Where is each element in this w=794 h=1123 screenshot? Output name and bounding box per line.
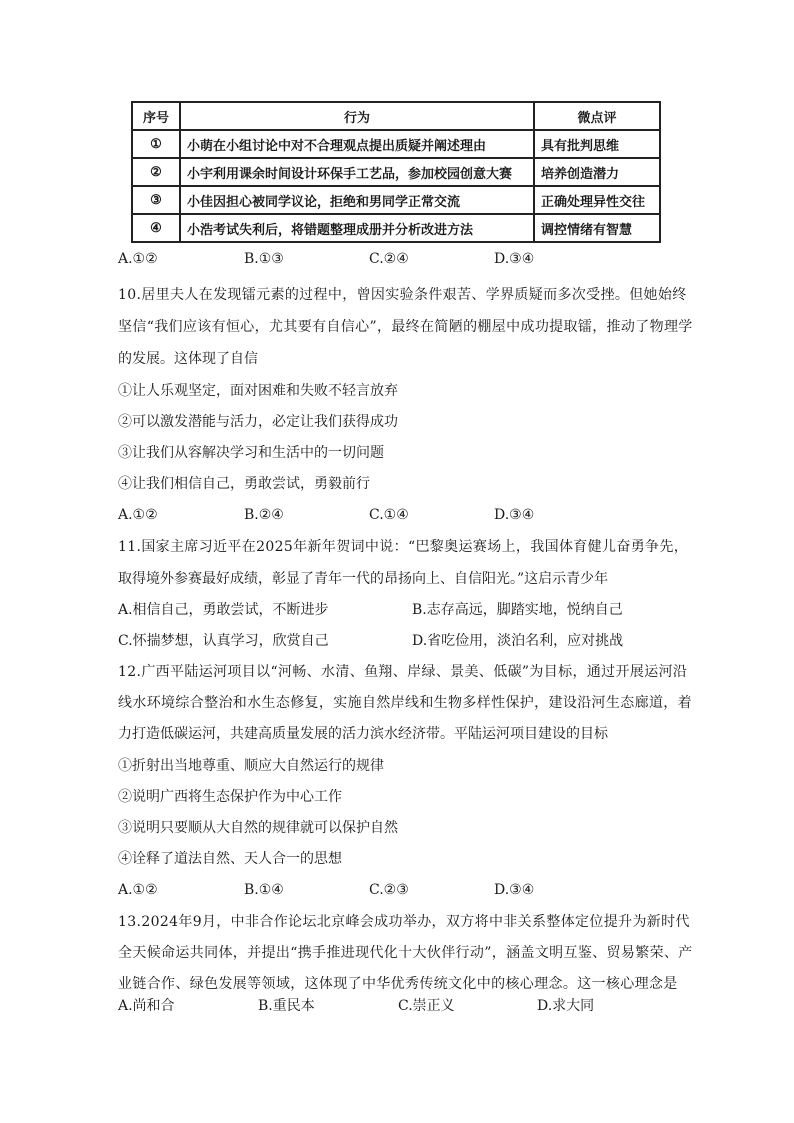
q12-option-a[interactable]: A.①② [118, 882, 158, 898]
q12-option-b[interactable]: B.①④ [244, 882, 284, 898]
q12-statement: ①折射出当地尊重、顺应大自然运行的规律 [118, 758, 384, 774]
q10-option-d[interactable]: D.③④ [494, 507, 535, 523]
q12-statement: ②说明广西将生态保护作为中心工作 [118, 789, 342, 805]
q11-stem-line: 取得境外参赛最好成绩，彰显了青年一代的昂扬向上、自信阳光。”这启示青少年 [118, 571, 609, 587]
q10-option-a[interactable]: A.①② [118, 507, 158, 523]
q11-stem-line: 11.国家主席习近平在2025年新年贺词中说：“巴黎奥运赛场上，我国体育健儿奋勇争先， [118, 539, 689, 555]
q13-option-a[interactable]: A.尚和合 [118, 998, 175, 1014]
q10-statement: ①让人乐观坚定，面对困难和失败不轻言放弃 [118, 383, 398, 399]
q11-option-b[interactable]: B.志存高远，脚踏实地，悦纳自己 [412, 602, 623, 618]
header-comment: 微点评 [534, 102, 660, 130]
table-row [132, 130, 660, 158]
row-comment: 调控情绪有智慧 [534, 214, 660, 242]
q10-stem-line: 坚信“我们应该有恒心，尤其要有自信心”，最终在简陋的棚屋中成功提取镭，推动了物理学 [118, 319, 693, 335]
q12-stem-line: 12.广西平陆运河项目以“河畅、水清、鱼翔、岸绿、景美、低碳”为目标，通过开展运河沿 [118, 664, 688, 680]
row-comment: 具有批判思维 [534, 130, 660, 158]
table-row [132, 158, 660, 186]
q10-option-b[interactable]: B.②④ [244, 507, 284, 523]
table-row [132, 214, 660, 242]
row-comment: 培养创造潜力 [534, 158, 660, 186]
q10-stem-line: 10.居里夫人在发现镭元素的过程中，曾因实验条件艰苦、学界质疑而多次受挫。但她始终 [118, 287, 687, 303]
q12-stem-line: 线水环境综合整治和水生态修复，实施自然岸线和生物多样性保护，建设沿河生态廊道，着 [118, 695, 692, 711]
q11-option-d[interactable]: D.省吃俭用，淡泊名利，应对挑战 [412, 633, 624, 649]
row-number: ④ [132, 214, 180, 242]
q12-option-c[interactable]: C.②③ [369, 882, 409, 898]
row-number: ② [132, 158, 180, 186]
q12-statement: ③说明只要顺从大自然的规律就可以保护自然 [118, 820, 398, 836]
row-action: 小宇利用课余时间设计环保手工艺品，参加校园创意大赛 [180, 158, 534, 186]
row-action: 小浩考试失利后，将错题整理成册并分析改进方法 [180, 214, 534, 242]
q13-stem-line: 业链合作、绿色发展等领域，这体现了中华优秀传统文化中的核心理念。这一核心理念是 [118, 976, 678, 992]
q10-option-c[interactable]: C.①④ [369, 507, 409, 523]
row-comment: 正确处理异性交往 [534, 186, 660, 214]
q10-statement: ④让我们相信自己，勇敢尝试，勇毅前行 [118, 476, 370, 492]
row-action: 小萌在小组讨论中对不合理观点提出质疑并阐述理由 [180, 130, 534, 158]
q13-stem-line: 13.2024年9月，中非合作论坛北京峰会成功举办，双方将中非关系整体定位提升为新时代 [118, 914, 690, 930]
q9-option-b[interactable]: B.①③ [244, 251, 284, 267]
q9-option-c[interactable]: C.②④ [369, 251, 409, 267]
header-action: 行为 [180, 102, 534, 130]
table-row [132, 186, 660, 214]
q10-stem-line: 的发展。这体现了自信 [118, 351, 258, 367]
q10-statement: ③让我们从容解决学习和生活中的一切问题 [118, 445, 384, 461]
q9-option-d[interactable]: D.③④ [494, 251, 535, 267]
row-action: 小佳因担心被同学议论，拒绝和男同学正常交流 [180, 186, 534, 214]
row-number: ③ [132, 186, 180, 214]
q13-option-c[interactable]: C.崇正义 [398, 998, 455, 1014]
q10-statement: ②可以激发潜能与活力，必定让我们获得成功 [118, 414, 398, 430]
q11-option-a[interactable]: A.相信自己，勇敢尝试，不断进步 [118, 602, 329, 618]
q12-stem-line: 力打造低碳运河，共建高质量发展的活力滨水经济带。平陆运河项目建设的目标 [118, 726, 608, 742]
q13-stem-line: 全天候命运共同体，并提出“携手推进现代化十大伙伴行动”，涵盖文明互鉴、贸易繁荣、产 [118, 945, 693, 961]
header-number: 序号 [132, 102, 180, 130]
behavior-table [131, 101, 661, 243]
q12-option-d[interactable]: D.③④ [494, 882, 535, 898]
row-number: ① [132, 130, 180, 158]
q12-statement: ④诠释了道法自然、天人合一的思想 [118, 851, 342, 867]
q9-option-a[interactable]: A.①② [118, 251, 158, 267]
q13-option-b[interactable]: B.重民本 [258, 998, 315, 1014]
q13-option-d[interactable]: D.求大同 [537, 998, 595, 1014]
table-header-row [132, 102, 660, 130]
q11-option-c[interactable]: C.怀揣梦想，认真学习，欣赏自己 [118, 633, 329, 649]
